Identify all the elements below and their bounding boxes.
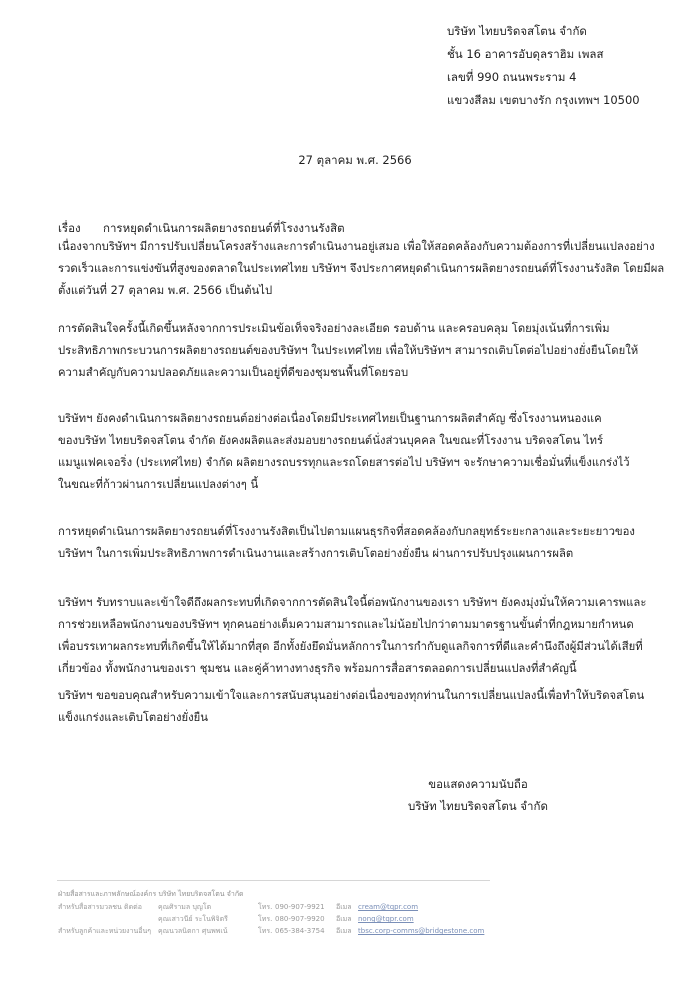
paragraph-line: การหยุดดำเนินการผลิตยางรถยนต์ที่โรงงานรังสิตเป็นไปตามแผนธุรกิจที่สอดคล้องกับกลยุทธ์ระยะกลางและระยะยาวของ (58, 525, 635, 538)
contact-department: สำหรับลูกค้าและหน่วยงานอื่นๆ (58, 927, 152, 935)
contact-email-link[interactable]: cream@tqpr.com (358, 903, 419, 911)
paragraph-line: บริษัทฯ ขอขอบคุณสำหรับความเข้าใจและการสนับสนุนอย่างต่อเนื่องของทุกท่านในการเปลี่ยนแปลงนี้เพื่อทำให้บริดจสโตน (58, 689, 645, 702)
paragraph-line: เนื่องจากบริษัทฯ มีการปรับเปลี่ยนโครงสร้างและการดำเนินงานอยู่เสมอ เพื่อให้สอดคล้องกับความต้องการที่เปลี่ยนแปลงอย่าง (58, 240, 655, 253)
address-line-3: แขวงสีลม เขตบางรัก กรุงเทพฯ 10500 (447, 93, 640, 107)
closing-signatory: บริษัท ไทยบริดจสโตน จำกัด (408, 799, 548, 813)
paragraph-line: บริษัทฯ ยังคงดำเนินการผลิตยางรถยนต์อย่างต่อเนื่องโดยมีประเทศไทยเป็นฐานการผลิตสำคัญ ซึ่งโรงงานหนองแค (58, 412, 602, 425)
contact-email-label: อีเมล (336, 915, 352, 923)
closing-block (383, 773, 573, 817)
contact-tel-label: โทร. (258, 903, 273, 911)
subject-line (58, 218, 345, 238)
contact-tel: 065-384-3754 (275, 927, 325, 935)
footer-contacts (58, 888, 508, 937)
paragraph-line: ตั้งแต่วันที่ 27 ตุลาคม พ.ศ. 2566 เป็นต้นไป (58, 284, 273, 297)
paragraph-6 (58, 685, 658, 729)
contact-tel: 090-907-9921 (275, 903, 325, 911)
paragraph-line: แข็งแกร่งและเติบโตอย่างยั่งยืน (58, 711, 209, 724)
paragraph-line: แมนูแฟคเจอริ่ง (ประเทศไทย) จำกัด ผลิตยางรถบรรทุกและรถโดยสารต่อไป บริษัทฯ จะรักษาความเชื่อมั่นที่แข็งแกร่งไว้ (58, 456, 630, 469)
paragraph-line: การช่วยเหลือพนักงานของบริษัทฯ ทุกคนอย่างเต็มความสามารถและไม่น้อยไปกว่าตามมาตรฐานขั้นต่ำที่กฎหมายกำหนด (58, 618, 634, 631)
paragraph-line: ประสิทธิภาพกระบวนการผลิตยางรถยนต์ของบริษัทฯ ในประเทศไทย เพื่อให้บริษัทฯ สามารถเติบโตต่อไปอย่างยั่งยืนโดยให้ (58, 344, 639, 357)
paragraph-line: บริษัทฯ ในการเพิ่มประสิทธิภาพการดำเนินงานและสร้างการเติบโตอย่างยั่งยืน ผ่านการปรับปรุงแผนการผลิต (58, 547, 574, 560)
address-line-1: ชั้น 16 อาคารอับดุลราฮิม เพลส (447, 47, 604, 61)
contact-tel-label: โทร. (258, 927, 273, 935)
contact-name: คุณศิรามล บุญโต (158, 903, 212, 911)
paragraph-line: เพื่อบรรเทาผลกระทบที่เกิดขึ้นให้ได้มากที่สุด อีกทั้งยังยึดมั่นหลักการในการกำกับดูแลกิจการที่ดีและคำนึงถึงผู้มีส่วนได้เสียที่ (58, 640, 643, 653)
paragraph-2 (58, 318, 658, 384)
paragraph-line: ความสำคัญกับความปลอดภัยและความเป็นอยู่ที่ดีของชุมชนพื้นที่โดยรอบ (58, 366, 409, 379)
contact-email-label: อีเมล (336, 927, 352, 935)
paragraph-5 (58, 592, 658, 680)
contact-row (58, 925, 508, 937)
contact-email-label: อีเมล (336, 903, 352, 911)
contact-email-link[interactable]: nong@tqpr.com (358, 915, 414, 923)
contact-name: คุณนวลนิตกา ศุนพพเน้ (158, 927, 228, 935)
footer-divider (57, 880, 490, 881)
footer-title: ฝ่ายสื่อสารและภาพลักษณ์องค์กร บริษัท ไทยบริดจสโตน จำกัด (58, 890, 244, 898)
paragraph-line: เกี่ยวข้อง ทั้งพนักงานของเรา ชุมชน และคู่ค้าทางทางธุรกิจ พร้อมการสื่อสารตลอดการเปลี่ยนแปลงที่สำคัญนี้ (58, 662, 577, 675)
paragraph-1 (58, 236, 665, 302)
subject-text: การหยุดดำเนินการผลิตยางรถยนต์ที่โรงงานรังสิต (103, 221, 345, 235)
paragraph-line: รวดเร็วและการแข่งขันที่สูงของตลาดในประเทศไทย บริษัทฯ จึงประกาศหยุดดำเนินการผลิตยางรถยนต์ที่โรงงานรังสิต โดยมีผล (58, 262, 665, 275)
subject-label: เรื่อง (58, 221, 81, 235)
address-line-2: เลขที่ 990 ถนนพระราม 4 (447, 70, 577, 84)
contact-name: คุณเสาวนีย์ ระโนพิจิตรี (158, 915, 228, 923)
letter-date: 27 ตุลาคม พ.ศ. 2566 (298, 153, 412, 167)
contact-row (58, 901, 508, 913)
contact-tel-label: โทร. (258, 915, 273, 923)
contact-department: สำหรับสื่อสารมวลชน ติดต่อ (58, 903, 142, 911)
contact-email-link[interactable]: tbsc.corp-comms@bridgestone.com (358, 927, 485, 935)
paragraph-line: การตัดสินใจครั้งนี้เกิดขึ้นหลังจากการประเมินข้อเท็จจริงอย่างละเอียด รอบด้าน และครอบคลุม โดยมุ่งเน้นที่การเพิ่ม (58, 322, 610, 335)
paragraph-3 (58, 408, 658, 496)
closing-salutation: ขอแสดงความนับถือ (428, 777, 528, 791)
letterhead-address (447, 20, 640, 112)
paragraph-line: ในขณะที่ก้าวผ่านการเปลี่ยนแปลงต่างๆ นี้ (58, 478, 259, 491)
contact-row (58, 913, 508, 925)
company-name: บริษัท ไทยบริดจสโตน จำกัด (447, 24, 587, 38)
paragraph-line: ของบริษัท ไทยบริดจสโตน จำกัด ยังคงผลิตและส่งมอบยางรถยนต์นั่งส่วนบุคคล ในขณะที่โรงงาน บริดจสโตน ไทร์ (58, 434, 604, 447)
paragraph-4 (58, 521, 658, 565)
contact-tel: 080-907-9920 (275, 915, 325, 923)
paragraph-line: บริษัทฯ รับทราบและเข้าใจดีถึงผลกระทบที่เกิดจากการตัดสินใจนี้ต่อพนักงานของเรา บริษัทฯ ยังคงมุ่งมั่นให้ความเคารพและ (58, 596, 647, 609)
